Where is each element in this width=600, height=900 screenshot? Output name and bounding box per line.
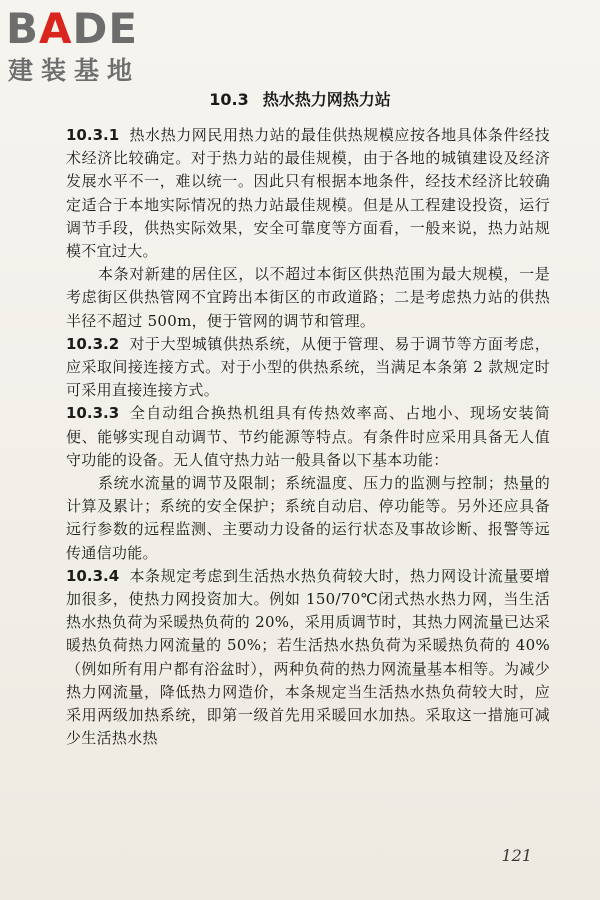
clause-number: 10.3.2 — [66, 334, 120, 353]
clause-10-3-3-para2: 系统水流量的调节及限制；系统温度、压力的监测与控制；热量的计算及累计；系统的安全保护；系统自动启、停功能等。另外还应具备远行参数的远程监测、主要动力设备的运行状态及事故诊断、报警等远传通信功能。 — [66, 474, 550, 562]
clause-number: 10.3.1 — [66, 126, 120, 144]
bade-logo — [6, 6, 176, 90]
clause-10-3-2 — [66, 333, 550, 403]
clause-text: 全自动组合换热机组具有传热效率高、占地小、现场安装简便、能够实现自动调节、节约能源等特点。有条件时应采用具备无人值守功能的设备。无人值守热力站一般具备以下基本功能： — [66, 404, 550, 469]
clause-10-3-1-para2: 本条对新建的居住区，以不超过本街区供热范围为最大规模，一是考虑街区供热管网不宜跨出本街区的市政道路；二是考虑热力站的供热半径不超过 500m，便于管网的调节和管理。 — [66, 265, 550, 330]
clause-text: 对于大型城镇供热系统，从便于管理、易于调节等方面考虑，应采取间接连接方式。对于小型的供热系统，当满足本条第 2 款规定时可采用直接连接方式。 — [66, 334, 550, 400]
logo-subtitle: 建装基地 — [8, 56, 141, 85]
logo-wordmark: BADE — [6, 4, 139, 53]
clause-text: 本条规定考虑到生活热水热负荷较大时，热力网设计流量要增加很多，使热力网投资加大。例如 150/70℃闭式热水热力网，当生活热水热负荷为采暖热负荷的 20%，采用质调节时，其热力网流量已达采暖热负荷热力网流量的 50%；若生活热水热负荷为采暖热负荷的 40%（例如所有用户都有浴盆时），两种负荷的热力网流量基本相等。为减少热力网流量，降低热力网造价，本条规定当生活热水热负荷较大时，应采用两级加热系统，即第一级首先用采暖回水加热。采取这一措施可减少生活热水热 — [66, 566, 550, 748]
clause-10-3-3 — [66, 402, 550, 472]
section-heading — [0, 89, 600, 111]
clause-number: 10.3.3 — [66, 404, 120, 423]
section-title-text: 热水热力网热力站 — [262, 90, 391, 109]
clause-number: 10.3.4 — [66, 566, 120, 585]
section-number: 10.3 — [209, 90, 249, 109]
document-body — [66, 124, 550, 750]
page-number: 121 — [501, 846, 532, 865]
logo-accent-letter: A — [39, 4, 73, 53]
clause-text: 热水热力网民用热力站的最佳供热规模应按各地具体条件经技术经济比较确定。对于热力站的最佳规模，由于各地的城镇建设及经济发展水平不一，难以统一。因此只有根据本地条件，经技术经济比较确定适合于本地实际情况的热力站最佳规模。但是从工程建设投资，运行调节手段，供热实际效果，安全可靠度等方面看，一般来说，热力站规模不宜过大。 — [66, 126, 550, 261]
clause-10-3-1 — [66, 124, 550, 263]
clause-10-3-4 — [66, 565, 550, 751]
